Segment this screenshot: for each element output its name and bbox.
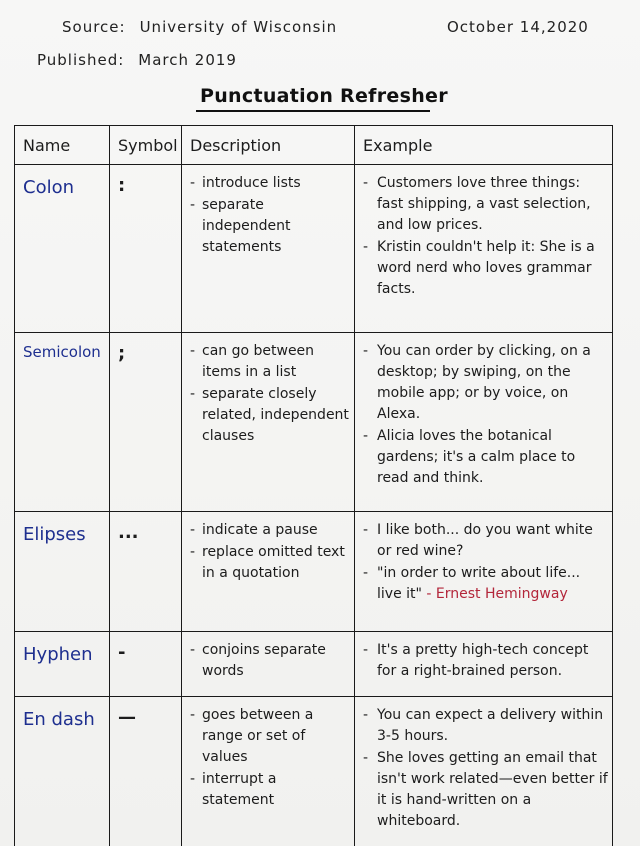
published-value: March 2019 bbox=[138, 51, 237, 69]
table-header-row bbox=[15, 126, 613, 165]
page-title: Punctuation Refresher bbox=[200, 85, 448, 107]
quote-attribution: - Ernest Hemingway bbox=[426, 586, 568, 602]
symbol-cell: ; bbox=[110, 333, 182, 512]
description-item: - replace omitted text in a quotation bbox=[188, 542, 350, 584]
quotation-text: "in order to write about life... live it" bbox=[377, 565, 581, 602]
example-item: - She loves getting an email that isn't work related—even better if it is hand-written on a whiteboard. bbox=[361, 748, 608, 832]
title-underline bbox=[196, 110, 430, 112]
table-row bbox=[15, 333, 613, 512]
name-cell: Hyphen bbox=[15, 632, 110, 697]
description-item: - introduce lists bbox=[188, 173, 350, 194]
description-cell bbox=[182, 165, 355, 333]
document-date: October 14,2020 bbox=[447, 18, 589, 36]
example-cell bbox=[355, 165, 613, 333]
example-item: - Alicia loves the botanical gardens; it's a calm place to read and think. bbox=[361, 426, 608, 489]
symbol-cell: : bbox=[110, 165, 182, 333]
description-cell bbox=[182, 632, 355, 697]
example-item: - It's a pretty high-tech concept for a right-brained person. bbox=[361, 640, 608, 682]
source-line bbox=[62, 18, 337, 36]
column-header-description: Description bbox=[182, 126, 355, 165]
symbol-cell: - bbox=[110, 632, 182, 697]
column-header-name: Name bbox=[15, 126, 110, 165]
punctuation-table bbox=[14, 125, 613, 846]
source-value: University of Wisconsin bbox=[139, 18, 338, 36]
example-item: - I like both... do you want white or red wine? bbox=[361, 520, 608, 562]
table-row bbox=[15, 632, 613, 697]
symbol-cell: ... bbox=[110, 512, 182, 632]
name-cell: Semicolon bbox=[15, 333, 110, 512]
description-item: - separate closely related, independent clauses bbox=[188, 384, 350, 447]
example-item: - Customers love three things: fast shipping, a vast selection, and low prices. bbox=[361, 173, 608, 236]
example-cell bbox=[355, 512, 613, 632]
source-label: Source: bbox=[62, 18, 126, 36]
example-cell bbox=[355, 697, 613, 846]
description-item: - can go between items in a list bbox=[188, 341, 350, 383]
table-row bbox=[15, 697, 613, 846]
description-item: - separate independent statements bbox=[188, 195, 350, 258]
example-cell bbox=[355, 632, 613, 697]
table-row bbox=[15, 165, 613, 333]
example-item: - You can order by clicking, on a desktop; by swiping, on the mobile app; or by voice, on Alexa. bbox=[361, 341, 608, 425]
description-item: - goes between a range or set of values bbox=[188, 705, 350, 768]
name-cell: Elipses bbox=[15, 512, 110, 632]
example-item bbox=[361, 563, 608, 605]
description-cell bbox=[182, 333, 355, 512]
column-header-example: Example bbox=[355, 126, 613, 165]
table-row bbox=[15, 512, 613, 632]
symbol-cell: — bbox=[110, 697, 182, 846]
example-item: - You can expect a delivery within 3-5 hours. bbox=[361, 705, 608, 747]
name-cell: En dash bbox=[15, 697, 110, 846]
published-line bbox=[37, 51, 237, 69]
description-item: - indicate a pause bbox=[188, 520, 350, 541]
column-header-symbol: Symbol bbox=[110, 126, 182, 165]
example-cell bbox=[355, 333, 613, 512]
description-item: - conjoins separate words bbox=[188, 640, 350, 682]
name-cell: Colon bbox=[15, 165, 110, 333]
description-item: - interrupt a statement bbox=[188, 769, 350, 811]
example-item: - Kristin couldn't help it: She is a word nerd who loves grammar facts. bbox=[361, 237, 608, 300]
description-cell bbox=[182, 697, 355, 846]
published-label: Published: bbox=[37, 51, 125, 69]
description-cell bbox=[182, 512, 355, 632]
